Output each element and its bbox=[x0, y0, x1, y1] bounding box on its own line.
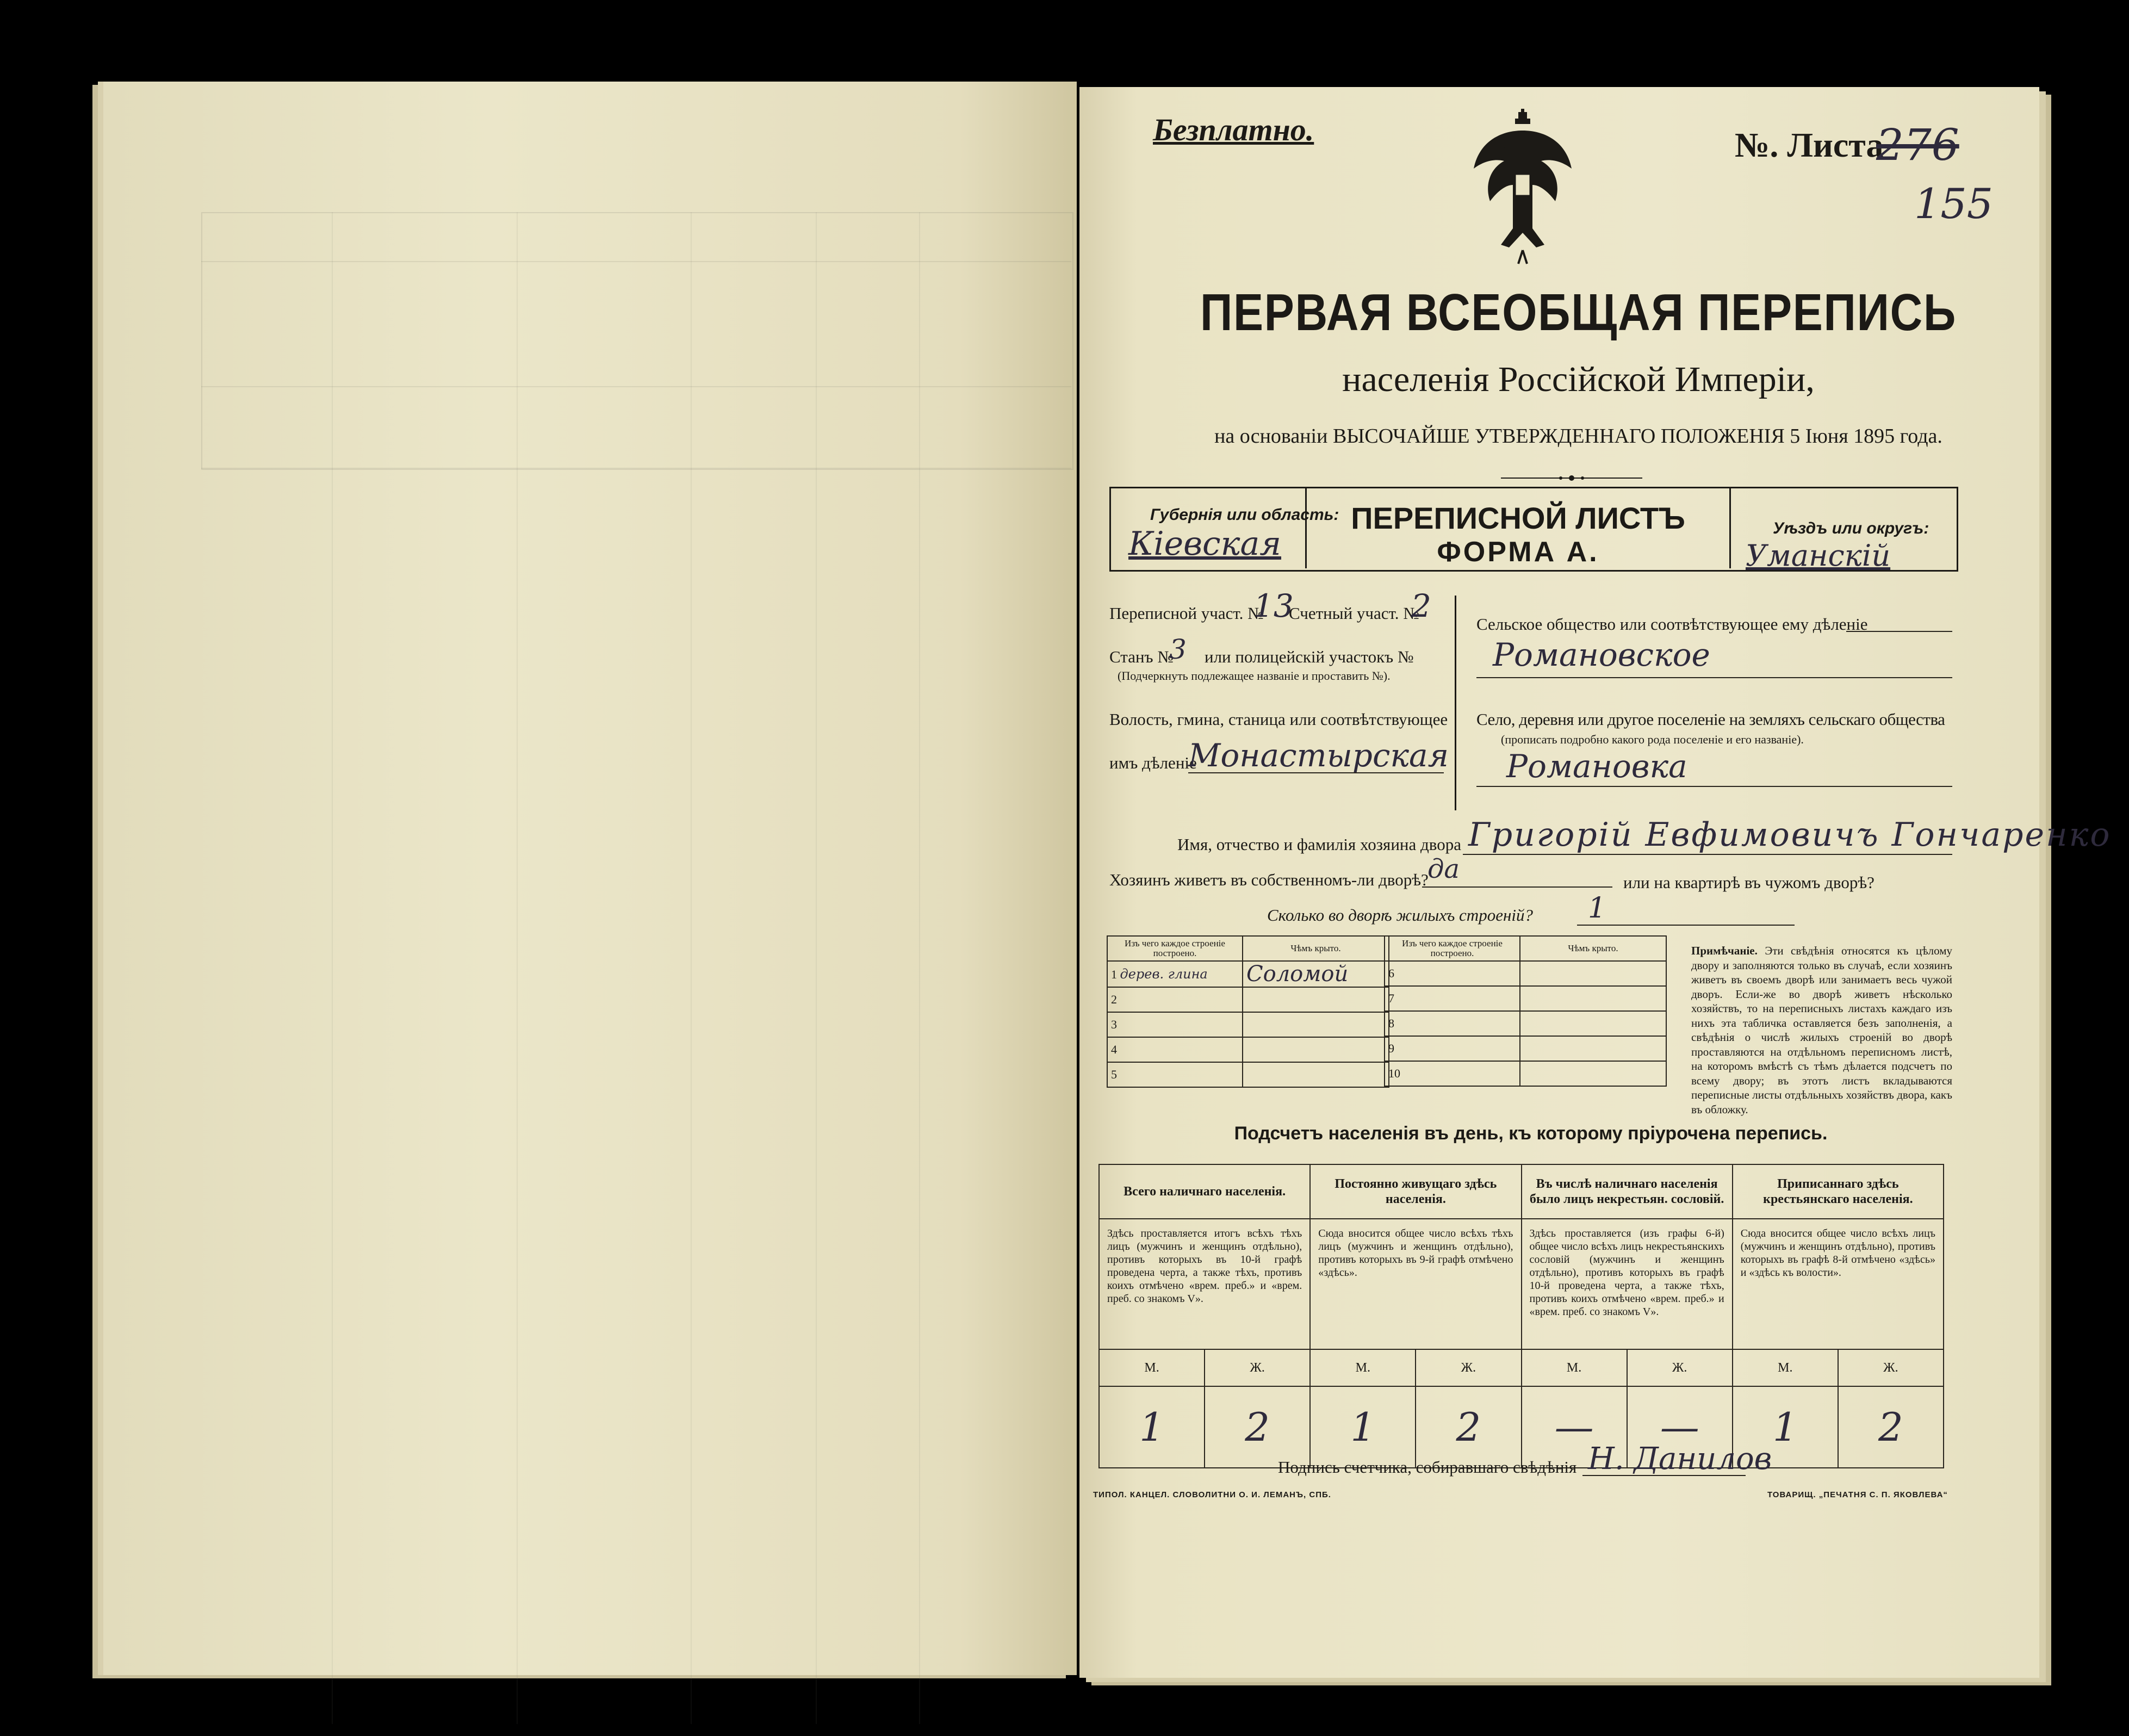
count-title: Подсчетъ населенія въ день, къ которому пріурочена перепись. bbox=[1234, 1123, 1828, 1144]
male-header: М. bbox=[1522, 1349, 1627, 1386]
volost-value: Монастырская bbox=[1188, 737, 1449, 774]
col-peasant-header: Приписаннаго здѣсь крестьянскаго населенія. bbox=[1733, 1164, 1944, 1219]
roof-value: Соломой bbox=[1243, 961, 1389, 987]
population-count-table bbox=[1098, 1164, 1944, 1468]
census-title: ПЕРВАЯ ВСЕОБЩАЯ ПЕРЕПИСЬ bbox=[1200, 283, 1957, 342]
table-row: 7 bbox=[1385, 986, 1666, 1011]
sheet-number-struck: 276 bbox=[1876, 120, 1959, 170]
table-row: 3 bbox=[1107, 1012, 1389, 1037]
owner-value: Григорій Евфимовичъ Гончаренко bbox=[1468, 816, 2112, 854]
table-row: 6 bbox=[1385, 961, 1666, 986]
nonpeasant-male-value: — bbox=[1522, 1386, 1627, 1468]
structures-table-right: Изъ чего каждое строеніе построено. Чѣмъ крыто. 6 7 8 9 10 bbox=[1384, 935, 1667, 1087]
schet-label: Счетный участ. № bbox=[1289, 604, 1419, 623]
col-total-header: Всего наличнаго населенія. bbox=[1099, 1164, 1310, 1219]
structures-table-left bbox=[1107, 935, 1389, 1088]
owner-label: Имя, отчество и фамилія хозяина двора bbox=[1177, 835, 1461, 854]
double-headed-eagle-emblem bbox=[1468, 109, 1577, 266]
police-label: или полицейскій участокъ № bbox=[1205, 647, 1414, 666]
stan-value: 3 bbox=[1169, 634, 1187, 665]
village-value: Романовка bbox=[1506, 748, 1687, 785]
village-underline bbox=[1476, 786, 1952, 787]
volost-label-2: имъ дѣленіе bbox=[1109, 753, 1197, 772]
society-value: Романовское bbox=[1493, 636, 1710, 673]
uezd-label: Уѣздъ или округъ: bbox=[1773, 519, 1929, 537]
bleed-column bbox=[332, 212, 333, 1724]
schet-value: 2 bbox=[1411, 587, 1431, 624]
buildings-label: Сколько во дворѣ жилыхъ строеній? bbox=[1267, 906, 1533, 925]
total-male-value: 1 bbox=[1099, 1386, 1205, 1468]
volost-label: Волость, гмина, станица или соотвѣтствующее bbox=[1109, 710, 1448, 729]
total-female-value: 2 bbox=[1205, 1386, 1310, 1468]
female-header: Ж. bbox=[1416, 1349, 1521, 1386]
sheet-number: 155 bbox=[1914, 179, 1994, 228]
society-underline bbox=[1846, 631, 1952, 632]
uchastok-value: 13 bbox=[1253, 587, 1294, 624]
society-underline-2 bbox=[1476, 677, 1952, 678]
own-yard-value: да bbox=[1427, 854, 1460, 884]
uchastok-label: Переписной участ. № bbox=[1109, 604, 1264, 623]
female-header: Ж. bbox=[1627, 1349, 1733, 1386]
printer-right: ТОВАРИЩ. „ПЕЧАТНЯ С. П. ЯКОВЛЕВА“ bbox=[1767, 1490, 1948, 1499]
counter-signature: Н. Данилов bbox=[1588, 1441, 1772, 1477]
own-yard-label: Хозяинъ живетъ въ собственномъ-ли дворѣ? bbox=[1109, 870, 1429, 889]
buildings-underline bbox=[1577, 925, 1795, 926]
signature-underline bbox=[1582, 1475, 1746, 1476]
note-head: Примѣчаніе. bbox=[1691, 944, 1758, 957]
col-permanent-desc: Сюда вносится общее число всѣхъ тѣхъ лицъ (мужчинъ и женщинъ отдѣльно), противъ которыхъ въ 9-й графѣ отмѣчено «здѣсь». bbox=[1310, 1219, 1521, 1349]
table-row: 10 bbox=[1385, 1061, 1666, 1086]
society-label: Сельское общество или соотвѣтствующее ему дѣленіе bbox=[1476, 615, 1868, 634]
divider bbox=[1729, 487, 1731, 568]
ornament-divider bbox=[1501, 474, 1642, 482]
peasant-male-value: 1 bbox=[1733, 1386, 1838, 1468]
table-row: 1 дерев. глина Соломой bbox=[1107, 961, 1389, 987]
col-material-header: Изъ чего каждое строеніе построено. bbox=[1107, 936, 1243, 961]
signature-label: Подпись счетчика, собиравшаго свѣдѣнія bbox=[1278, 1458, 1577, 1477]
underline-note: (Подчеркнуть подлежащее названіе и проставить №). bbox=[1118, 669, 1391, 683]
male-header: М. bbox=[1310, 1349, 1416, 1386]
bleed-column bbox=[691, 212, 692, 1724]
left-page-blank bbox=[103, 82, 1077, 1675]
nonpeasant-female-value: — bbox=[1627, 1386, 1733, 1468]
printer-left: ТИПОЛ. КАНЦЕЛ. СЛОВОЛИТНИ О. И. ЛЕМАНЪ, СПБ. bbox=[1093, 1490, 1331, 1499]
peasant-female-value: 2 bbox=[1838, 1386, 1944, 1468]
uezd-value: Уманскій bbox=[1746, 538, 1891, 573]
free-stamp: Безплатно. bbox=[1153, 112, 1314, 147]
volost-underline bbox=[1188, 772, 1444, 773]
table-row: 2 bbox=[1107, 987, 1389, 1012]
bleed-column bbox=[919, 212, 920, 1724]
rent-label: или на квартирѣ въ чужомъ дворѣ? bbox=[1623, 873, 1874, 892]
sheet-title: ПЕРЕПИСНОЙ ЛИСТЪ bbox=[1351, 501, 1685, 535]
table-row: 9 bbox=[1385, 1036, 1666, 1061]
stan-label: Станъ № bbox=[1109, 647, 1174, 666]
table-row: 8 bbox=[1385, 1011, 1666, 1036]
bleed-column bbox=[816, 212, 817, 1724]
permanent-female-value: 2 bbox=[1416, 1386, 1521, 1468]
census-legal-basis: на основаніи ВЫСОЧАЙШЕ УТВЕРЖДЕННАГО ПОЛОЖЕНІЯ 5 Іюня 1895 года. bbox=[1214, 425, 1942, 448]
col-peasant-desc: Сюда вносится общее число всѣхъ лицъ (мужчинъ и женщинъ отдѣльно), противъ которыхъ въ графѣ 8-й отмѣчено «здѣсь» и «здѣсь къ волости». bbox=[1733, 1219, 1944, 1349]
owner-underline bbox=[1463, 854, 1952, 855]
form-name: ФОРМА А. bbox=[1437, 536, 1599, 568]
buildings-value: 1 bbox=[1588, 892, 1606, 925]
col-permanent-header: Постоянно живущаго здѣсь населенія. bbox=[1310, 1164, 1521, 1219]
sheet-number-label: №. Листа bbox=[1735, 126, 1884, 164]
structures-note bbox=[1691, 944, 1952, 1117]
census-subtitle: населенія Россійской Имперіи, bbox=[1342, 359, 1815, 399]
material-value: дерев. глина bbox=[1120, 966, 1208, 982]
female-header: Ж. bbox=[1838, 1349, 1944, 1386]
table-row: 5 bbox=[1107, 1062, 1389, 1087]
village-label: Село, деревня или другое поселеніе на земляхъ сельскаго общества bbox=[1476, 710, 1945, 729]
fields-divider bbox=[1455, 596, 1456, 810]
col-roof-header: Чѣмъ крыто. bbox=[1243, 936, 1389, 961]
own-yard-underline bbox=[1422, 886, 1612, 888]
village-note: (прописать подробно какого рода поселеніе и его названіе). bbox=[1501, 733, 1804, 746]
col-total-desc: Здѣсь проставляется итогъ всѣхъ тѣхъ лицъ (мужчинъ и женщинъ отдѣльно), противъ которыхъ въ 10-й графѣ проведена черта, а также тѣхъ, противъ коихъ отмѣчено «врем. преб.» и «врем. преб. со знакомъ V». bbox=[1099, 1219, 1310, 1349]
permanent-male-value: 1 bbox=[1310, 1386, 1416, 1468]
col-nonpeasant-desc: Здѣсь проставляется (изъ графы 6-й) общее число всѣхъ лицъ некрестьянскихъ сословій (мужчинъ и женщинъ отдѣльно), противъ которыхъ въ графѣ 10-й проведена черта, а также тѣхъ, противъ коихъ отмѣчено «врем. преб.» и «врем. преб. со знакомъ V». bbox=[1522, 1219, 1733, 1349]
col-nonpeasant-header: Въ числѣ наличнаго населенія было лицъ некрестьян. сословій. bbox=[1522, 1164, 1733, 1219]
bleed-column bbox=[517, 212, 518, 1724]
female-header: Ж. bbox=[1205, 1349, 1310, 1386]
note-text: Эти свѣдѣнія относятся къ цѣлому двору и заполняются только въ случаѣ, если хозяинъ живетъ въ своемъ дворѣ или занимаетъ весь чужой дворъ. Если-же во дворѣ живетъ нѣсколько хозяйствъ, то на переписныхъ листахъ каждаго изъ нихъ эта табличка оставляется безъ заполненія, а свѣдѣнія о числѣ жилыхъ строеній во дворѣ проставляются на отдѣльномъ переписномъ листѣ, на которомъ вмѣстѣ съ тѣмъ дѣлается подсчетъ по всему двору; въ этотъ листъ вкладываются переписные листы отдѣльныхъ хозяйствъ двора, какъ въ обложку. bbox=[1691, 944, 1952, 1116]
gubernia-value: Кіевская bbox=[1128, 525, 1281, 563]
gubernia-label: Губернія или область: bbox=[1150, 506, 1339, 524]
male-header: М. bbox=[1099, 1349, 1205, 1386]
table-row: 4 bbox=[1107, 1037, 1389, 1062]
male-header: М. bbox=[1733, 1349, 1838, 1386]
